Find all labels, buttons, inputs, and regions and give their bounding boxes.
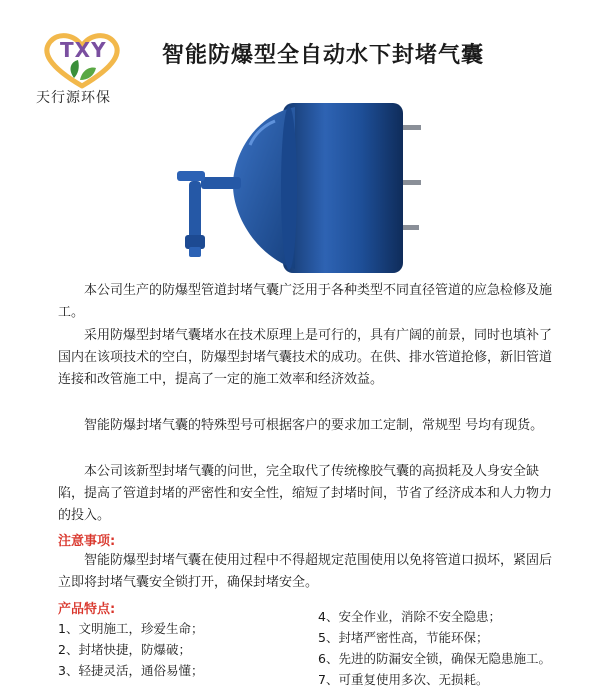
logo-letters: TXY	[60, 38, 107, 62]
product-image	[155, 85, 435, 275]
notice-text: 智能防爆型封堵气囊在使用过程中不得超规定范围使用以免将管道口损坏，紧固后立即将封堵气囊安全锁打开，确保封堵安全。	[58, 553, 553, 590]
feature-item: 1、文明施工，珍爱生命；	[58, 621, 204, 636]
paragraph-1: 本公司生产的防爆型管道封堵气囊广泛用于各种类型不同直径管道的应急检修及施工。	[58, 283, 553, 320]
technology-paragraph	[58, 325, 558, 391]
features-left-list	[58, 618, 203, 681]
feature-item: 3、轻捷灵活，通俗易懂；	[58, 663, 204, 678]
logo-caption: 天行源环保	[36, 90, 111, 106]
leaf-icon	[71, 60, 79, 78]
feature-item: 4、安全作业，消除不安全隐患；	[318, 609, 501, 624]
advantage-paragraph	[58, 461, 558, 527]
notice-heading: 注意事项:	[58, 534, 116, 549]
intro-paragraph	[58, 280, 558, 324]
paragraph-4: 本公司该新型封堵气囊的问世，完全取代了传统橡胶气囊的高损耗及人身安全缺陷，提高了管道封堵的严密性和安全性，缩短了封堵时间，节省了经济成本和人力物力的投入。	[58, 464, 553, 523]
feature-item: 5、封堵严密性高，节能环保；	[318, 630, 489, 645]
airbag-product-icon	[155, 85, 435, 275]
notice-block	[58, 550, 558, 594]
features-right-list	[318, 606, 551, 690]
feature-item: 2、封堵快捷，防爆破；	[58, 642, 191, 657]
feature-item: 7、可重复使用多次、无损耗。	[318, 672, 489, 687]
customization-paragraph	[58, 415, 558, 437]
paragraph-2: 采用防爆型封堵气囊堵水在技术原理上是可行的，具有广阔的前景，同时也填补了国内在该项技术的空白，防爆型封堵气囊技术的成功。在供、排水管道抢修，新旧管道连接和改管施工中，提高了一定的施工效率和经济效益。	[58, 328, 553, 387]
feature-item: 6、先进的防漏安全锁，确保无隐患施工。	[318, 651, 551, 666]
paragraph-3: 智能防爆封堵气囊的特殊型号可根据客户的要求加工定制，常规型 号均有现货。	[84, 418, 544, 433]
features-heading: 产品特点:	[58, 602, 116, 617]
page-title: 智能防爆型全自动水下封堵气囊	[162, 43, 485, 68]
